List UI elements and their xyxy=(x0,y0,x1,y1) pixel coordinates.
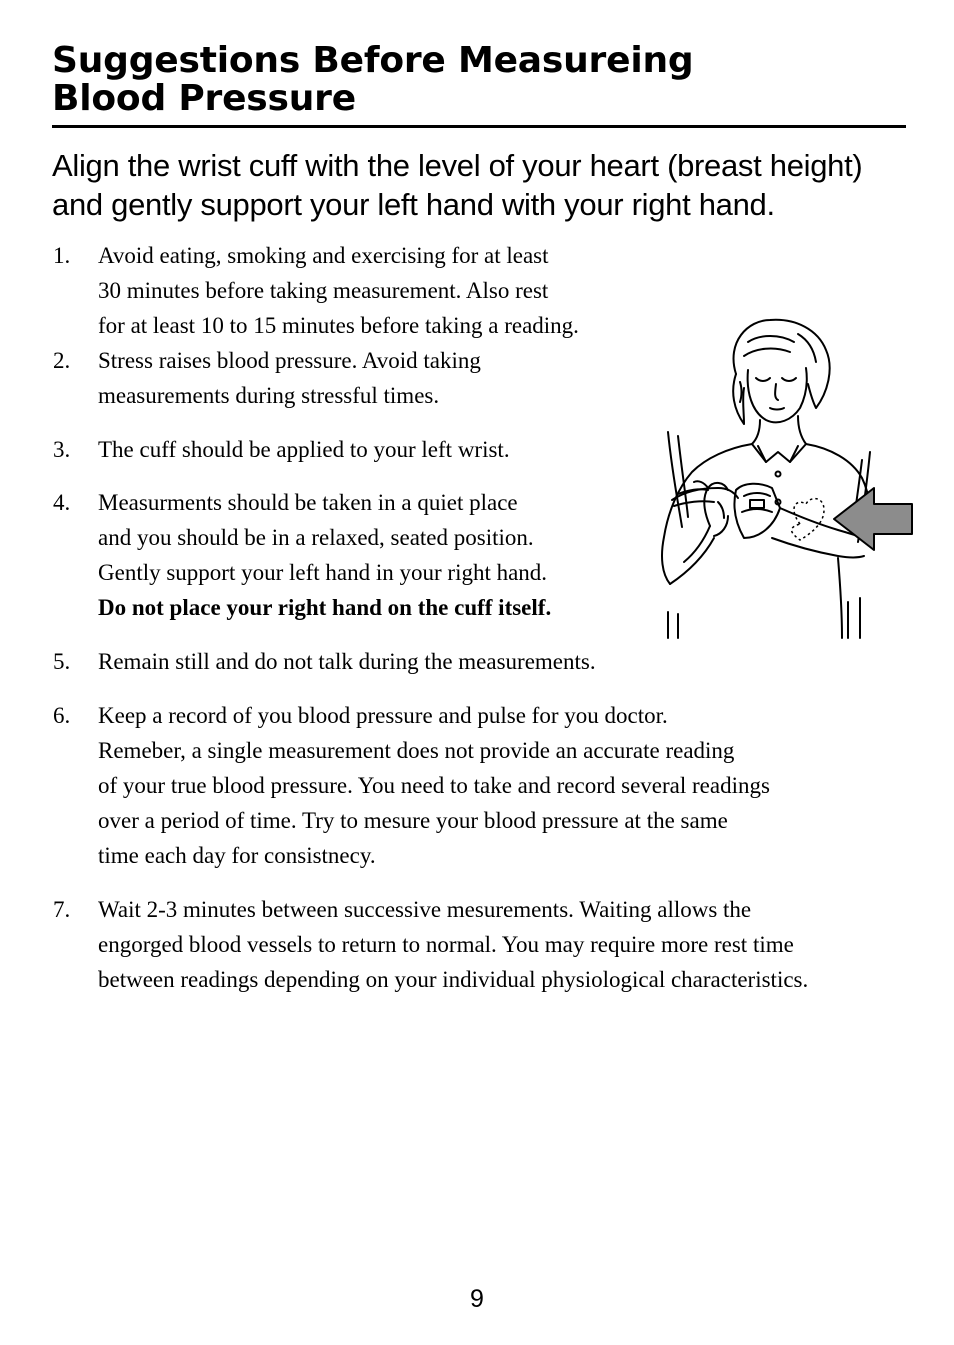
pointer-arrow-icon xyxy=(834,488,912,550)
list-item-line: The cuff should be applied to your left wrist. xyxy=(98,437,510,462)
list-item-number: 7. xyxy=(53,897,71,922)
list-item-line: Remain still and do not talk during the measurements. xyxy=(98,649,596,674)
list-item-text xyxy=(98,343,481,413)
list-item-number: 5. xyxy=(53,649,71,674)
list-item-line: Wait 2-3 minutes between successive mesurements. Waiting allows the xyxy=(98,897,752,922)
list-item-line: Gently support your left hand in your right hand. xyxy=(98,560,548,585)
list-item-line: of your true blood pressure. You need to take and record several readings xyxy=(98,773,770,798)
list-item-text xyxy=(98,238,579,343)
page-subtitle xyxy=(52,146,912,224)
list-item-text xyxy=(98,644,596,679)
list-item-number: 4. xyxy=(53,490,71,515)
list-item-line: and you should be in a relaxed, seated position. xyxy=(98,525,534,550)
list-item-line: Avoid eating, smoking and exercising for at least xyxy=(98,243,549,268)
list-item-line: 30 minutes before taking measurement. Also rest xyxy=(98,278,549,303)
list-item-text xyxy=(98,698,770,873)
list-item-number: 2. xyxy=(53,348,71,373)
list-item-line: time each day for consistnecy. xyxy=(98,843,376,868)
list-item-number: 6. xyxy=(53,703,71,728)
page-subtitle-line-2: and gently support your left hand with your right hand. xyxy=(52,187,775,222)
seated-woman-wrist-cuff-illustration xyxy=(648,312,916,640)
list-item-number: 3. xyxy=(53,437,71,462)
list-item-line: Stress raises blood pressure. Avoid taking xyxy=(98,348,481,373)
list-item-line: measurements during stressful times. xyxy=(98,383,440,408)
list-item-line: Keep a record of you blood pressure and pulse for you doctor. xyxy=(98,703,668,728)
page-number: 9 xyxy=(470,1285,484,1313)
list-item-text xyxy=(98,892,808,997)
list-item-line: for at least 10 to 15 minutes before taking a reading. xyxy=(98,313,579,338)
list-item-line: over a period of time. Try to mesure your blood pressure at the same xyxy=(98,808,728,833)
page-title-line-1: Suggestions Before Measureing xyxy=(52,40,694,81)
warning-line: Do not place your right hand on the cuff itself. xyxy=(98,595,552,620)
list-item-text xyxy=(98,485,551,625)
list-item-line: Measurments should be taken in a quiet place xyxy=(98,490,518,515)
list-item-line: between readings depending on your individual physiological characteristics. xyxy=(98,967,809,992)
page-subtitle-line-1: Align the wrist cuff with the level of your heart (breast height) xyxy=(52,148,863,183)
list-item-number: 1. xyxy=(53,243,71,268)
list-item-text xyxy=(98,432,510,467)
title-divider xyxy=(52,125,906,128)
list-item-line: Remeber, a single measurement does not provide an accurate reading xyxy=(98,738,735,763)
list-item-line: engorged blood vessels to return to normal. You may require more rest time xyxy=(98,932,794,957)
page-title-line-2: Blood Pressure xyxy=(52,78,356,119)
page-title xyxy=(52,42,912,118)
